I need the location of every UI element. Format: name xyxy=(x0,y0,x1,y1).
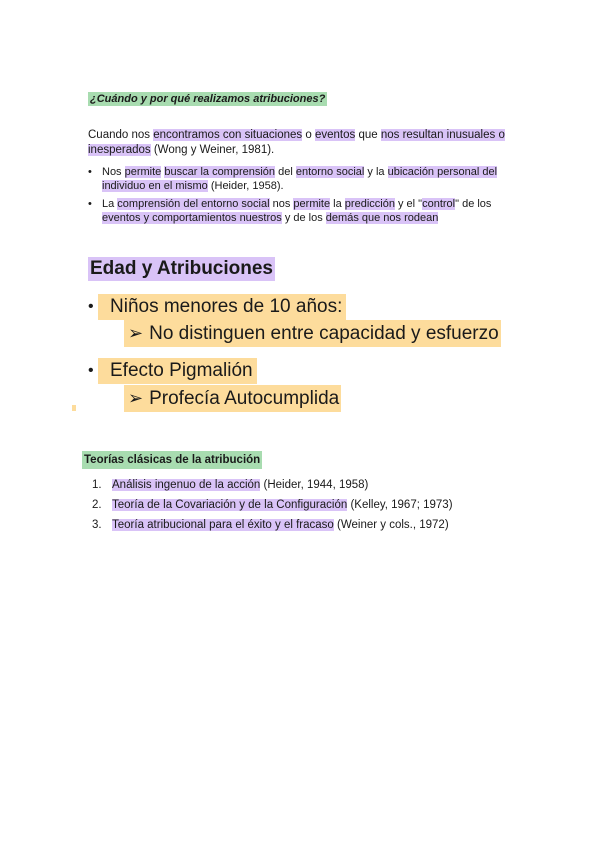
highlighted-text: eventos xyxy=(314,129,356,141)
arrow-icon: ➢ xyxy=(128,388,144,408)
text-run: (Heider, 1958). xyxy=(207,180,284,192)
bullet-text xyxy=(102,165,522,193)
highlighted-text: permite xyxy=(293,198,331,210)
section-title-edad: Edad y Atribuciones xyxy=(90,258,273,279)
text-run: (Wong y Weiner, 1981). xyxy=(150,144,275,156)
highlighted-text: buscar la comprensión xyxy=(164,166,276,178)
highlighted-text: control xyxy=(422,198,456,210)
list-item xyxy=(92,497,453,514)
text-run: Cuando nos xyxy=(88,129,154,141)
text-run: la xyxy=(330,198,345,210)
highlighted-text: permite xyxy=(124,166,162,178)
highlighted-text: encontramos con situaciones xyxy=(153,129,303,141)
list-item-highlight: Teoría atribucional para el éxito y el fracaso xyxy=(112,519,334,531)
bullet-dot: • xyxy=(88,198,92,210)
intro-paragraph xyxy=(88,128,528,158)
list-item-citation: (Heider, 1944, 1958) xyxy=(260,479,369,491)
bullet-dot: • xyxy=(88,166,92,178)
list-item xyxy=(92,517,449,534)
list-number: 1. xyxy=(92,479,102,491)
text-run: que xyxy=(355,129,381,141)
list-item xyxy=(92,477,368,494)
text-run: y la xyxy=(364,166,388,178)
text-run: " de los xyxy=(455,198,492,210)
bullet-text xyxy=(102,197,522,225)
sub-bullet-1 xyxy=(124,320,501,347)
list-item-citation: (Weiner y cols., 1972) xyxy=(333,519,449,531)
text-run: Nos xyxy=(102,166,125,178)
arrow-icon: ➢ xyxy=(128,323,144,343)
highlighted-text: eventos y comportamientos nuestros xyxy=(102,212,282,224)
bullet-dot: • xyxy=(88,298,94,315)
list-item-highlight: Análisis ingenuo de la acción xyxy=(112,479,261,491)
text-run: o xyxy=(302,129,315,141)
question-heading: ¿Cuándo y por qué realizamos atribuciones? xyxy=(90,93,326,105)
text-run: del xyxy=(275,166,296,178)
section-title-teorias: Teorías clásicas de la atribución xyxy=(82,451,262,469)
highlighted-text: demás que nos rodean xyxy=(325,212,439,224)
text-run: nos xyxy=(269,198,294,210)
sub-bullet-label: Profecía Autocumplida xyxy=(149,388,340,409)
highlighted-text: predicción xyxy=(344,198,395,210)
text-run: y el " xyxy=(394,198,423,210)
text-run: La xyxy=(102,198,118,210)
highlight-fragment xyxy=(72,405,76,411)
highlighted-text: nos resultan inusuales o inesperados xyxy=(88,129,505,156)
bullet-dot: • xyxy=(88,362,94,379)
list-number: 2. xyxy=(92,499,102,511)
highlighted-text: ubicación personal del individuo en el mismo xyxy=(102,166,498,192)
highlighted-text: entorno social xyxy=(295,166,365,178)
big-bullet-label: Efecto Pigmalión xyxy=(98,358,257,384)
big-bullet-label: Niños menores de 10 años: xyxy=(98,294,346,320)
highlighted-text: comprensión del entorno social xyxy=(117,198,270,210)
list-item-highlight: Teoría de la Covariación y de la Configuración xyxy=(112,499,348,511)
sub-bullet-label: No distinguen entre capacidad y esfuerzo xyxy=(149,323,499,344)
list-item-citation: (Kelley, 1967; 1973) xyxy=(347,499,453,511)
list-number: 3. xyxy=(92,519,102,531)
sub-bullet-2 xyxy=(124,385,341,412)
text-run: y de los xyxy=(281,212,326,224)
